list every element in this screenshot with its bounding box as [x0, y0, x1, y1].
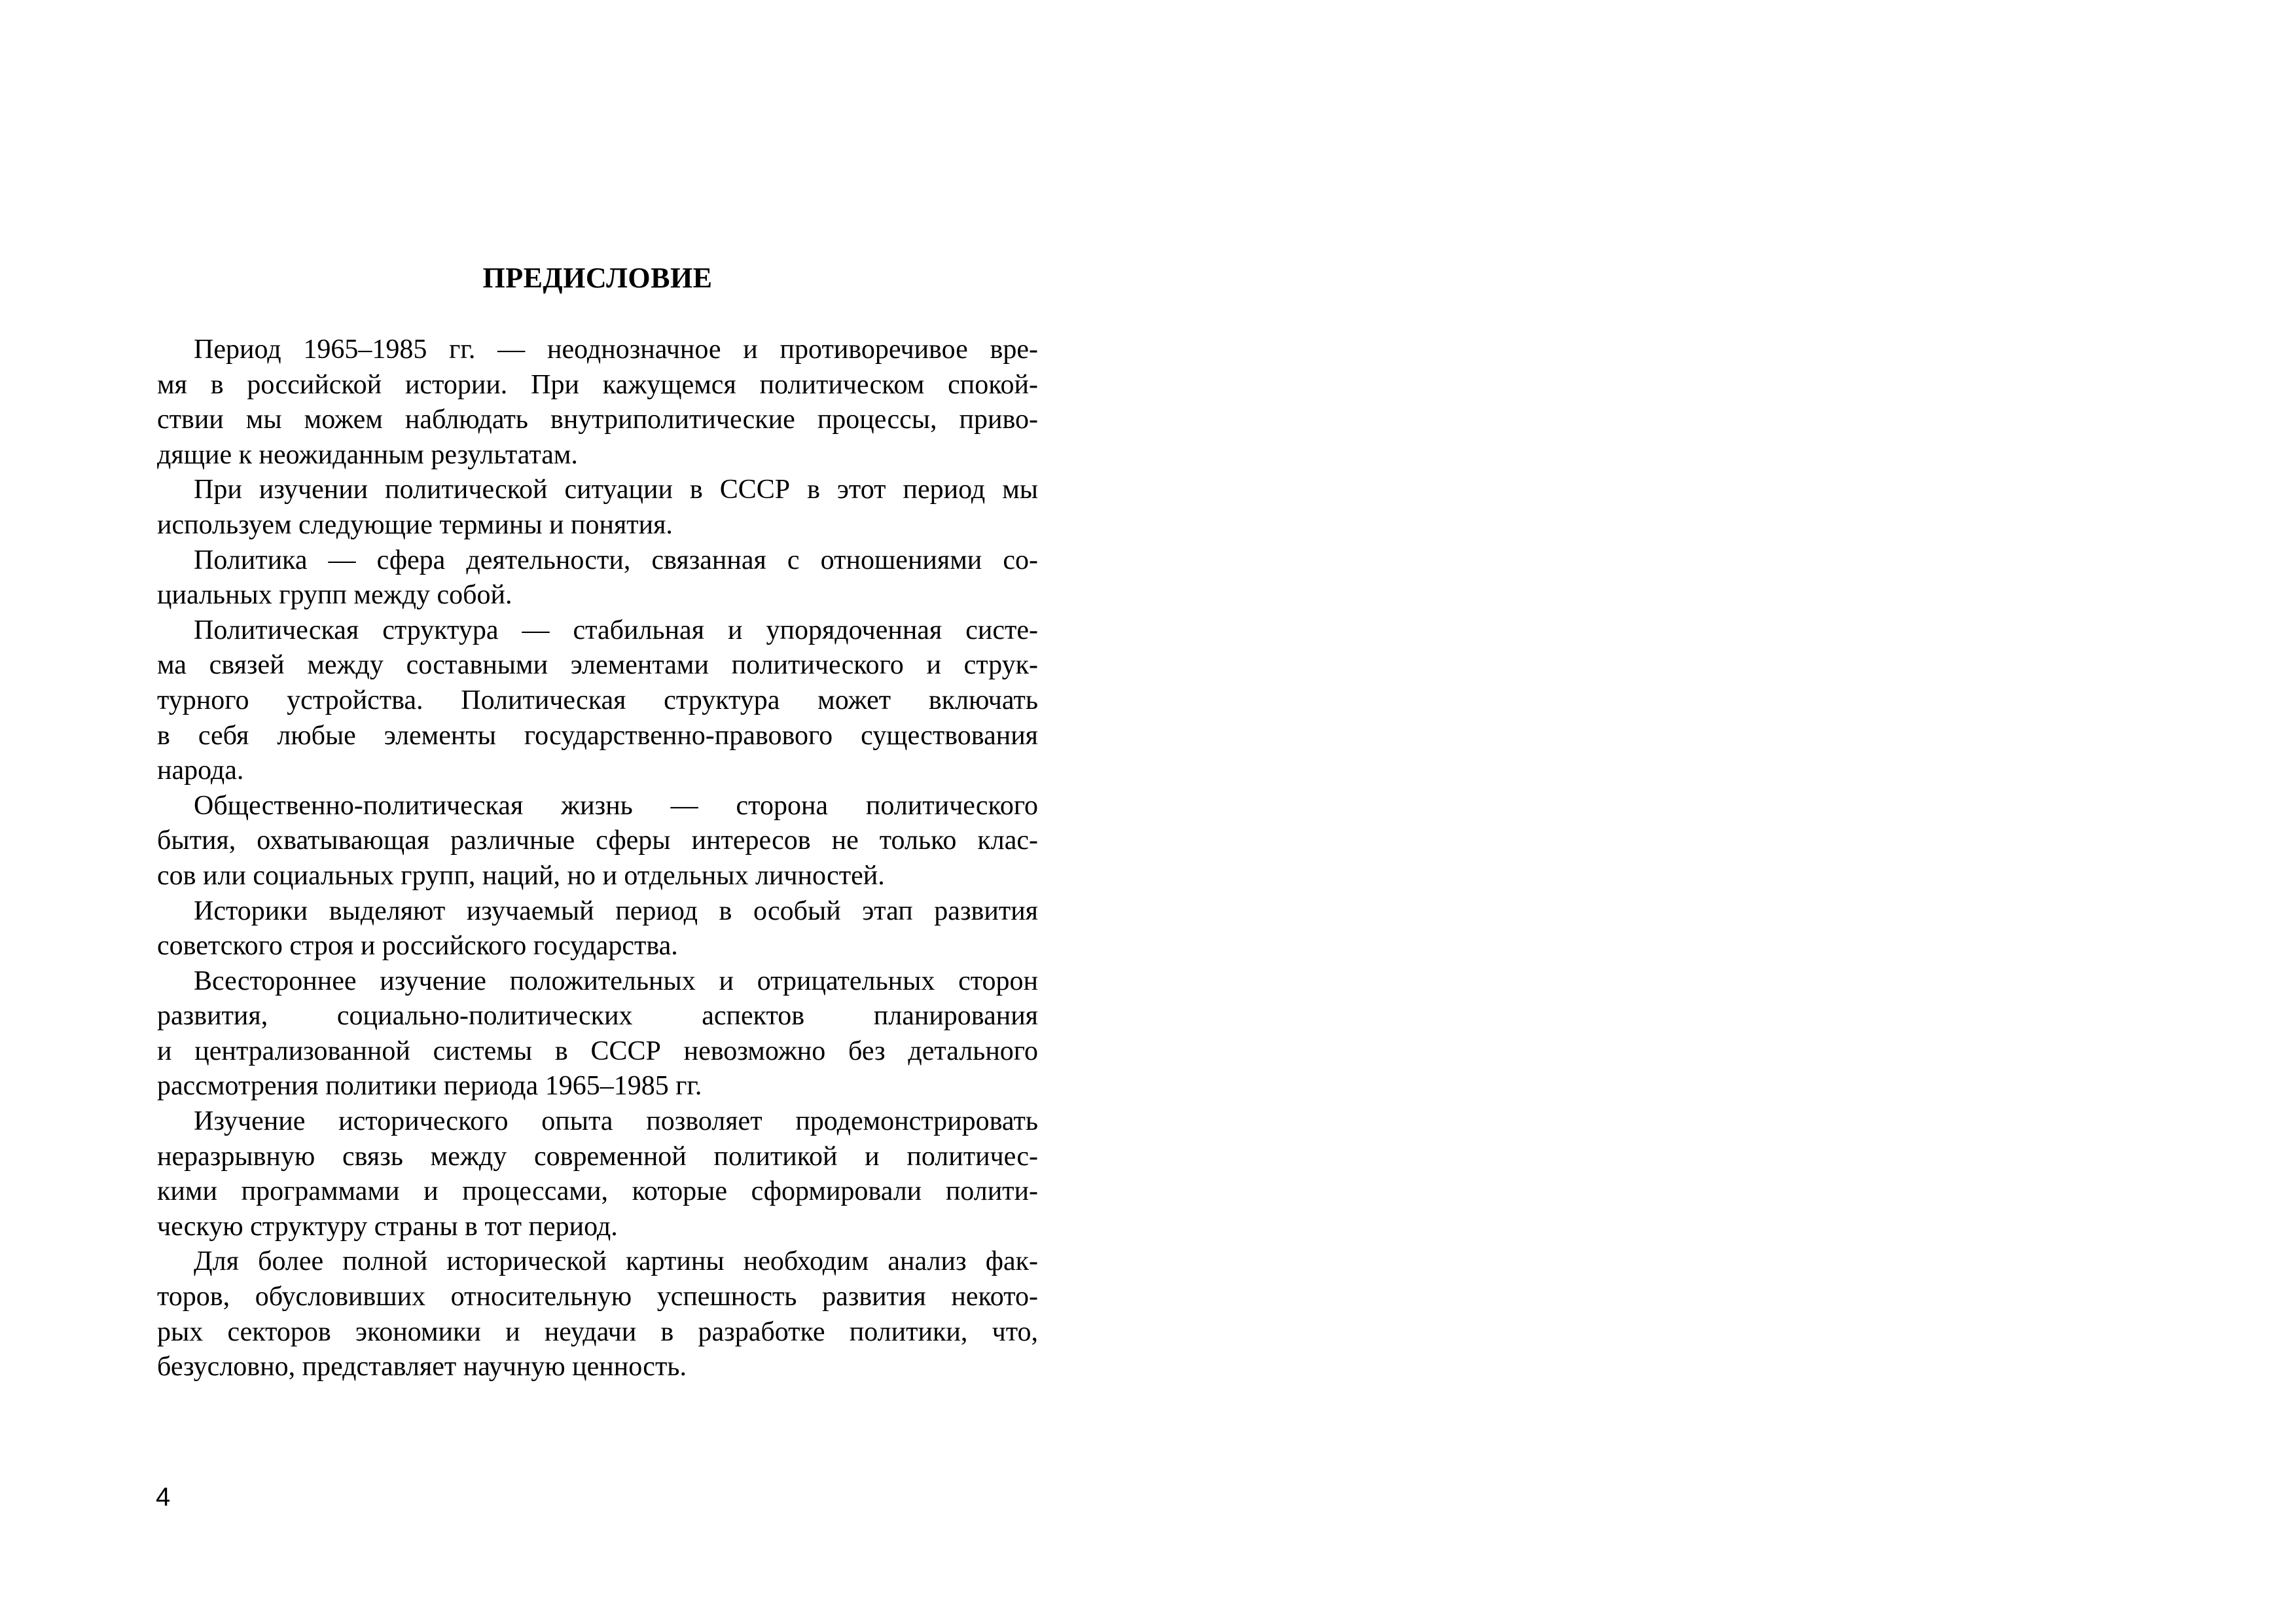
- text-line: кими программами и процессами, которые сформировали полити-: [157, 1176, 1038, 1207]
- text-line: дящие к неожиданным результатам.: [157, 439, 578, 470]
- text-line: развития, социально-политических аспектов планирования: [157, 1001, 1038, 1032]
- text-line: используем следующие термины и понятия.: [157, 509, 673, 540]
- text-line: При изучении политической ситуации в СССР в этот период мы: [194, 475, 1038, 505]
- paragraph: [157, 1104, 1038, 1244]
- paragraph: [157, 1244, 1038, 1384]
- text-line: рассмотрения политики периода 1965–1985 гг.: [157, 1071, 702, 1102]
- text-line: неразрывную связь между современной политикой и политичес-: [157, 1141, 1038, 1172]
- text-line: Период 1965–1985 гг. — неоднозначное и противоречивое вре-: [194, 334, 1038, 365]
- text-line: Общественно-политическая жизнь — сторона политического: [194, 790, 1038, 821]
- text-line: Изучение исторического опыта позволяет продемонстрировать: [194, 1106, 1038, 1137]
- text-line: ческую структуру страны в тот период.: [157, 1211, 618, 1242]
- paragraph: [157, 789, 1038, 894]
- text-line: мя в российской истории. При кажущемся политическом спокой-: [157, 369, 1038, 400]
- paragraph: [157, 613, 1038, 789]
- paragraph: [157, 894, 1038, 964]
- text-line: ствии мы можем наблюдать внутриполитические процессы, приво-: [157, 405, 1038, 435]
- text-line: и централизованной системы в СССР невозможно без детального: [157, 1036, 1038, 1066]
- paragraph: [157, 473, 1038, 543]
- text-line: Политическая структура — стабильная и упорядоченная систе-: [194, 615, 1038, 645]
- page-number: 4: [156, 1483, 171, 1511]
- text-line: турного устройства. Политическая структура может включать: [157, 685, 1038, 715]
- paragraph: [157, 964, 1038, 1104]
- text-line: торов, обусловивших относительную успешность развития некото-: [157, 1282, 1038, 1312]
- text-line: народа.: [157, 755, 244, 786]
- text-line: Для более полной исторической картины необходим анализ фак-: [194, 1246, 1038, 1277]
- text-line: безусловно, представляет научную ценность.: [157, 1352, 687, 1382]
- text-line: рых секторов экономики и неудачи в разработке политики, что,: [157, 1316, 1038, 1347]
- text-line: Всестороннее изучение положительных и отрицательных сторон: [194, 965, 1038, 996]
- paragraph: [157, 333, 1038, 473]
- text-line: Политика — сфера деятельности, связанная с отношениями со-: [194, 545, 1038, 575]
- text-line: в себя любые элементы государственно-правового существования: [157, 720, 1038, 751]
- text-line: бытия, охватывающая различные сферы интересов не только клас-: [157, 825, 1038, 856]
- text-line: сов или социальных групп, наций, но и отдельных личностей.: [157, 860, 885, 891]
- text-line: советского строя и российского государства.: [157, 931, 678, 962]
- text-line: Историки выделяют изучаемый период в особый этап развития: [194, 895, 1038, 926]
- paragraph: [157, 543, 1038, 613]
- chapter-heading: ПРЕДИСЛОВИЕ: [482, 262, 713, 294]
- preface-body: [157, 333, 1038, 1385]
- text-line: циальных групп между собой.: [157, 580, 512, 611]
- text-line: ма связей между составными элементами политического и струк-: [157, 650, 1038, 681]
